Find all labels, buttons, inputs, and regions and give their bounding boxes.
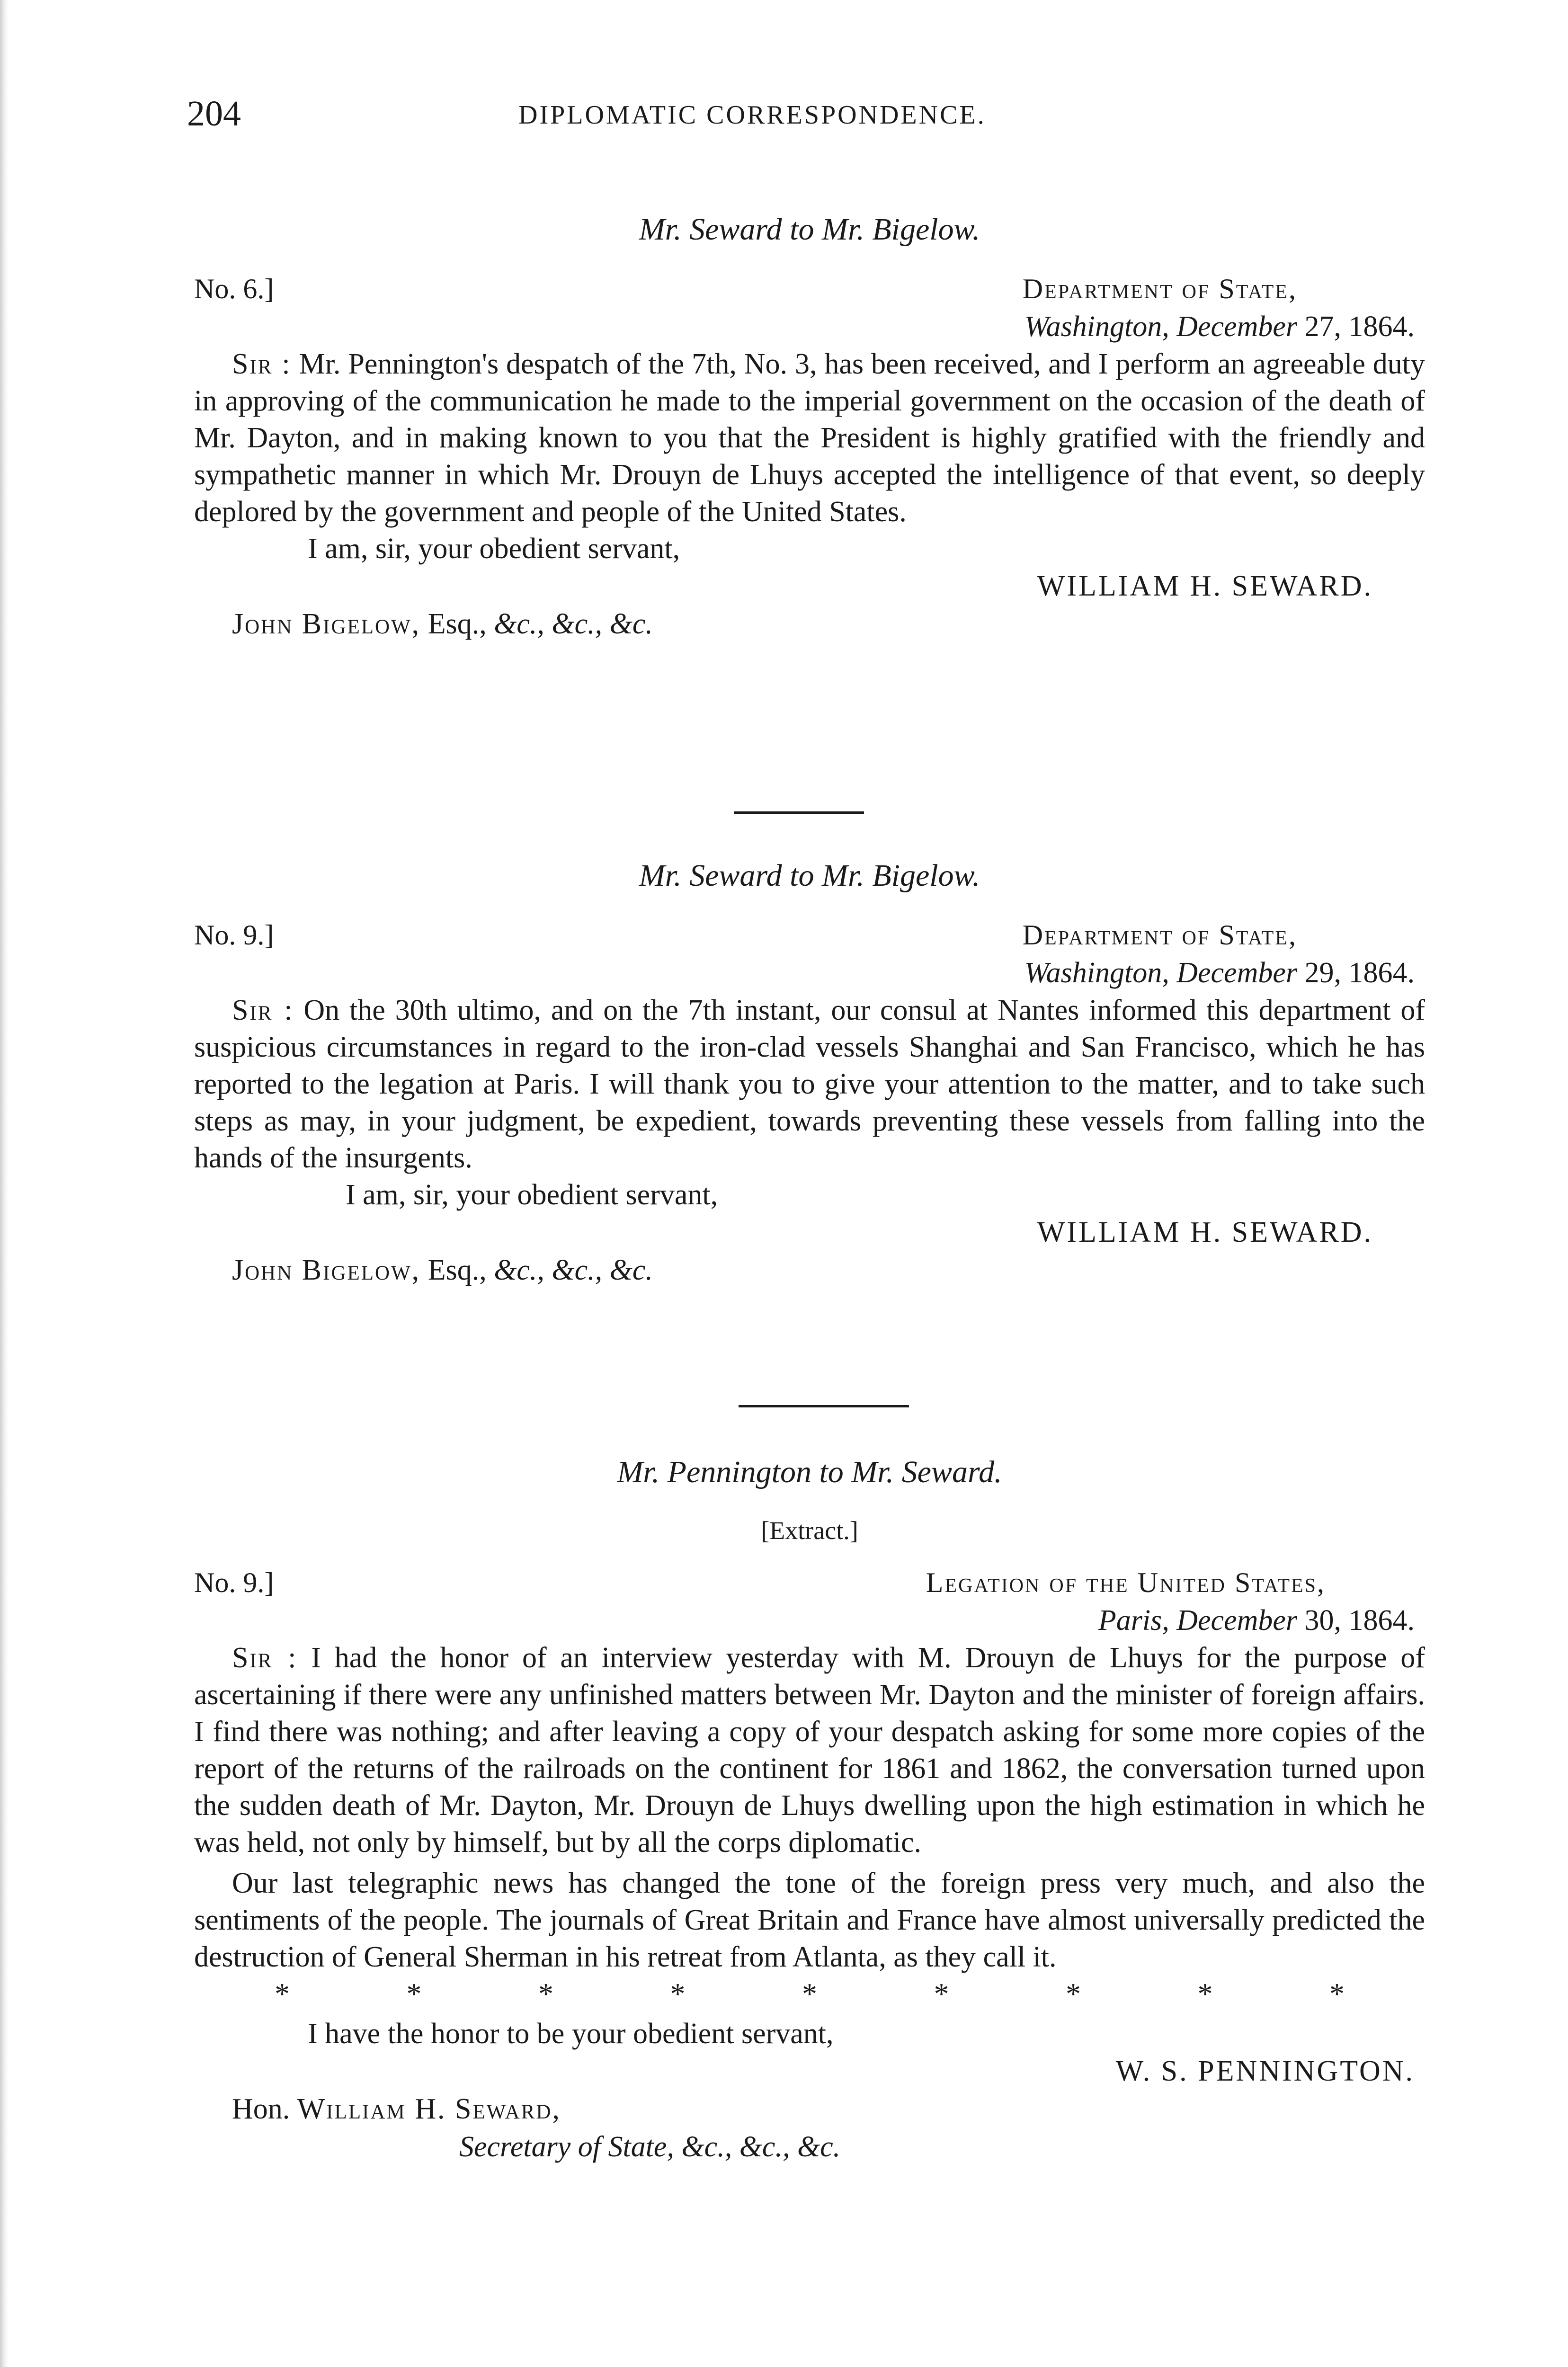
letter-body: [194, 992, 1425, 1176]
addressee-title: Secretary of State, &c., &c., &c.: [459, 2131, 841, 2163]
addressee: [194, 1251, 1425, 1289]
department: Department of State,: [1022, 273, 1297, 304]
letter-title: Mr. Seward to Mr. Bigelow.: [639, 212, 980, 247]
page-header: [187, 90, 1418, 142]
letter-body: [194, 346, 1425, 530]
salutation: Sir :: [232, 1642, 298, 1674]
star: *: [538, 1977, 553, 2011]
extract-label: [Extract.]: [761, 1516, 858, 1545]
running-head: DIPLOMATIC CORRESPONDENCE.: [518, 100, 986, 130]
letter-seward-to-bigelow-no6: [194, 208, 1425, 643]
star: *: [1197, 1977, 1213, 2011]
date-tail: 27, 1864.: [1297, 311, 1415, 343]
place-italic: Washington, December: [1024, 957, 1297, 989]
star: *: [406, 1977, 422, 2011]
section-divider: [739, 1405, 909, 1407]
star: *: [670, 1977, 686, 2011]
addressee-rest: Esq.,: [420, 1254, 494, 1286]
addressee-prefix: Hon.: [232, 2093, 297, 2125]
letter-heading-row: [194, 916, 1425, 954]
binding-edge: [0, 0, 9, 2367]
closing: I am, sir, your obedient servant,: [308, 533, 680, 565]
letter-body: [194, 1639, 1425, 1861]
place-date: [194, 308, 1425, 346]
addressee-etc: &c., &c., &c.: [494, 1254, 653, 1286]
department: Department of State,: [1022, 919, 1297, 951]
place-italic: Paris, December: [1098, 1604, 1297, 1637]
date-tail: 29, 1864.: [1297, 957, 1415, 989]
addressee: [194, 605, 1425, 643]
addressee: [194, 2090, 1425, 2128]
place-date: [194, 1602, 1425, 1639]
closing: I have the honor to be your obedient servant,: [308, 2018, 834, 2050]
signature: WILLIAM H. SEWARD.: [1037, 1216, 1373, 1248]
addressee-etc: &c., &c., &c.: [494, 608, 653, 640]
star: *: [934, 1977, 949, 2011]
star: *: [1066, 1977, 1081, 2011]
addressee-rest: Esq.,: [420, 608, 494, 640]
salutation: Sir :: [232, 348, 292, 380]
addressee-name: William H. Seward,: [297, 2093, 561, 2125]
letter-heading-row: [194, 1564, 1425, 1602]
closing: I am, sir, your obedient servant,: [346, 1179, 718, 1211]
ellipsis-stars: [194, 1977, 1425, 2011]
signature: WILLIAM H. SEWARD.: [1037, 570, 1373, 602]
letter-heading-row: [194, 270, 1425, 308]
section-divider: [734, 811, 864, 814]
letter-title: Mr. Pennington to Mr. Seward.: [617, 1455, 1002, 1489]
body-paragraph: I had the honor of an interview yesterday with M. Drouyn de Lhuys for the purpose of ascertaining if there were any unfinished matters between Mr. Dayton and the minister of foreign affairs. I find there was nothing; and after leaving a copy of your despatch asking for some more copies of the report of the returns of the railroads on the continent for 1861 and 1862, the conversation turned upon the sudden death of Mr. Dayton, Mr. Drouyn de Lhuys dwelling upon the high estimation in which he was held, not only by himself, but by all the corps diplomatic.: [194, 1642, 1425, 1859]
addressee-name: John Bigelow,: [232, 608, 421, 640]
addressee-name: John Bigelow,: [232, 1254, 421, 1286]
star: *: [1329, 1977, 1345, 2011]
signature: W. S. PENNINGTON.: [1115, 2055, 1415, 2087]
place-date: [194, 954, 1425, 992]
star: *: [275, 1977, 290, 2011]
letter-pennington-to-seward: [194, 1451, 1425, 2166]
despatch-number: No. 6.]: [194, 273, 274, 304]
letter-seward-to-bigelow-no9: [194, 854, 1425, 1289]
body-paragraph: Mr. Pennington's despatch of the 7th, No. 3, has been received, and I perform an agreeable duty in approving of the communication he made to the imperial government on the occasion of the death of Mr. Dayton, and in making known to you that the President is highly gratified with the friendly and sympathetic manner in which Mr. Drouyn de Lhuys accepted the intelligence of that event, so deeply deplored by the government and people of the United States.: [194, 348, 1425, 528]
place-italic: Washington, December: [1024, 311, 1297, 343]
date-tail: 30, 1864.: [1297, 1604, 1415, 1637]
letter-body-2: Our last telegraphic news has changed the tone of the foreign press very much, and also the sentiments of the people. The journals of Great Britain and France have almost universally predicted the destruction of General Sherman in his retreat from Atlanta, as they call it.: [194, 1867, 1425, 1973]
despatch-number: No. 9.]: [194, 919, 274, 951]
salutation: Sir :: [232, 994, 294, 1026]
body-paragraph: On the 30th ultimo, and on the 7th instant, our consul at Nantes informed this department of suspicious circumstances in regard to the iron-clad vessels Shanghai and San Francisco, which he has reported to the legation at Paris. I will thank you to give your attention to the matter, and to take such steps as may, in your judgment, be expedient, towards preventing these vessels from falling into the hands of the insurgents.: [194, 994, 1425, 1174]
page-number: 204: [187, 94, 241, 133]
letter-title: Mr. Seward to Mr. Bigelow.: [639, 858, 980, 893]
department: Legation of the United States,: [926, 1567, 1326, 1598]
star: *: [802, 1977, 817, 2011]
despatch-number: No. 9.]: [194, 1567, 274, 1598]
